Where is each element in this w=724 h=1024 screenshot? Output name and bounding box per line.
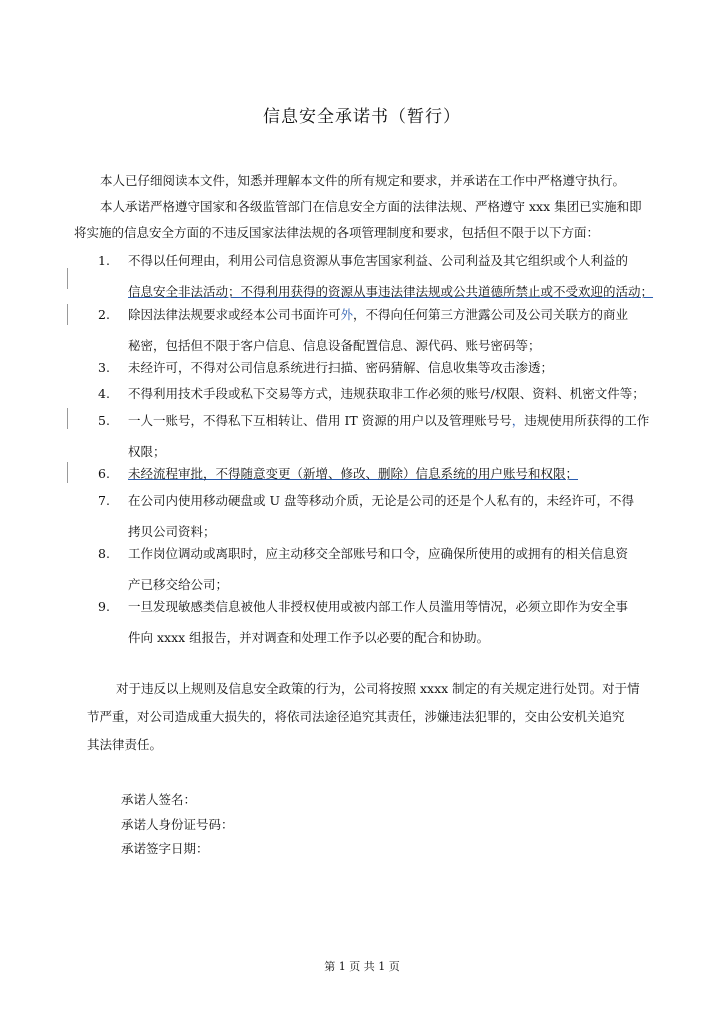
item-text: 秘密，包括但不限于客户信息、信息设备配置信息、源代码、账号密码等；	[128, 338, 541, 353]
tracked-change: 外	[340, 307, 354, 322]
item-text: 一旦发现敏感类信息被他人非授权使用或被内部工作人员滥用等情况，必须立即作为安全事	[128, 599, 629, 614]
item-text: 违规使用所获得的工作	[524, 413, 650, 428]
page-footer: 第 1 页 共 1 页	[324, 960, 400, 973]
intro-line-3: 将实施的信息安全方面的不违反国家法律法规的各项管理制度和要求，包括但不限于以下方面：	[74, 225, 600, 240]
sign-date-label: 承诺签字日期：	[121, 841, 209, 856]
penalty-line-3: 其法律责任。	[87, 737, 163, 752]
signer-id-label: 承诺人身份证号码：	[121, 817, 234, 832]
item-text: 未经流程审批，不得随意变更（新增、修改、删除）信息系统的用户账号和权限；	[128, 466, 579, 481]
item-text: 拷贝公司资料；	[128, 524, 216, 539]
signer-name-label: 承诺人签名：	[121, 792, 197, 807]
item-number: 6.	[98, 466, 110, 481]
penalty-line-1: 对于违反以上规则及信息安全政策的行为，公司将按照 xxxx 制定的有关规定进行处罚。对于情	[116, 681, 640, 696]
item-text: 除因法律法规要求或经本公司书面许可	[128, 307, 341, 322]
item-text: 不得以任何理由，利用公司信息资源从事危害国家利益、公司利益及其它组织或个人利益的	[128, 253, 629, 268]
item-text: 件向 xxxx 组报告，并对调查和处理工作予以必要的配合和协助。	[128, 630, 490, 645]
document-title: 信息安全承诺书（暂行）	[263, 107, 461, 127]
item-text: 一人一账号，不得私下互相转让、借用 IT 资源的用户以及管理账号号	[128, 413, 512, 428]
item-number: 3.	[98, 360, 110, 375]
item-text: 不得利用技术手段或私下交易等方式，违规获取非工作必须的账号/权限、资料、机密文件等；	[128, 386, 645, 401]
revision-mark	[67, 268, 68, 289]
item-number: 1.	[98, 253, 110, 268]
item-text: 产已移交给公司；	[128, 577, 229, 592]
tracked-change: ，	[511, 413, 525, 428]
item-number: 8.	[98, 546, 110, 561]
item-text: 在公司内使用移动硬盘或 U 盘等移动介质，无论是公司的还是个人私有的，未经许可，不得	[128, 493, 634, 508]
item-number: 9.	[98, 599, 110, 614]
revision-mark	[67, 462, 68, 483]
revision-mark	[67, 408, 68, 429]
item-number: 2.	[98, 307, 110, 322]
item-text: 权限；	[128, 444, 166, 459]
item-text: 信息安全非法活动；不得利用获得的资源从事违法律法规或公共道德所禁止或不受欢迎的活动；	[128, 284, 654, 299]
item-number: 5.	[98, 413, 110, 428]
item-number: 4.	[98, 386, 110, 401]
item-text: 工作岗位调动或离职时，应主动移交全部账号和口令，应确保所使用的或拥有的相关信息资	[128, 546, 629, 561]
penalty-line-2: 节严重，对公司造成重大损失的，将依司法途径追究其责任，涉嫌违法犯罪的，交由公安机关追究	[87, 709, 625, 724]
item-text: ，不得向任何第三方泄露公司及公司关联方的商业	[353, 307, 629, 322]
item-text: 未经许可，不得对公司信息系统进行扫描、密码猜解、信息收集等攻击渗透；	[128, 360, 554, 375]
intro-line-1: 本人已仔细阅读本文件，知悉并理解本文件的所有规定和要求，并承诺在工作中严格遵守执行。	[100, 173, 626, 188]
revision-mark	[67, 304, 68, 325]
item-number: 7.	[98, 493, 110, 508]
intro-line-2: 本人承诺严格遵守国家和各级监管部门在信息安全方面的法律法规、严格遵守 xxx 集团已实施和即	[100, 199, 642, 214]
